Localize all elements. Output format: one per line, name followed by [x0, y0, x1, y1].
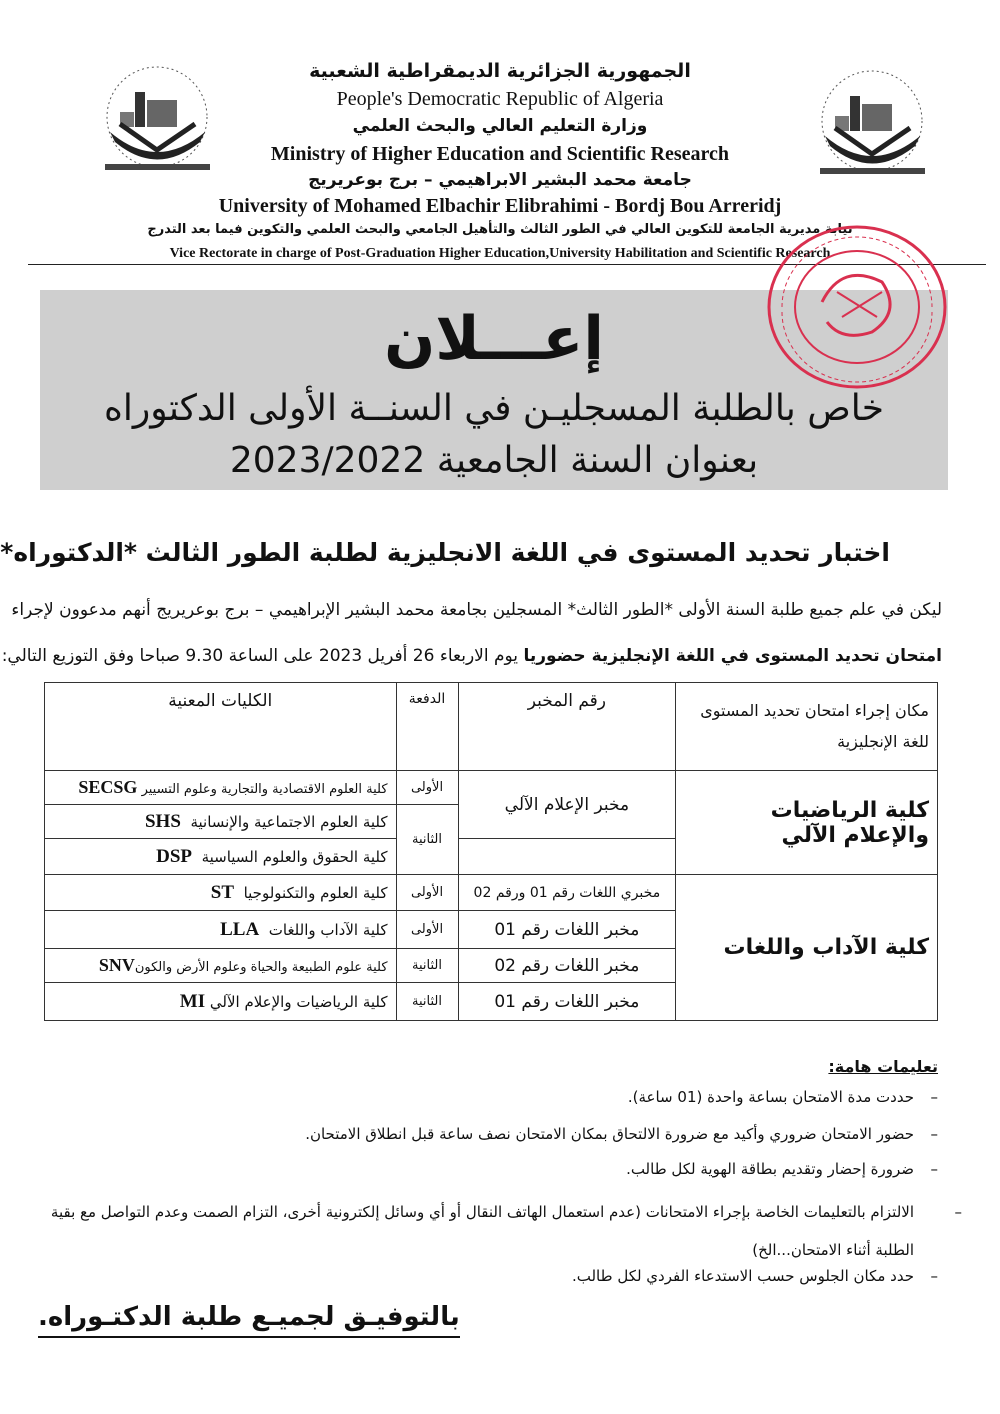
faculty-code: ST	[210, 881, 235, 903]
instruction-item: –حددت مدة الامتحان بساعة واحدة (01 ساعة).	[627, 1088, 938, 1106]
batch-cell: الثانية	[396, 805, 458, 875]
faculty-name: كلية علوم الطبيعة والحياة وعلوم الأرض والكون	[134, 960, 388, 975]
lab-cell: مخبري اللغات رقم 01 ورقم 02	[458, 875, 676, 911]
faculty-cell	[45, 875, 397, 911]
table-row	[45, 771, 938, 805]
instruction-item: –حدد مكان الجلوس حسب الاستدعاء الفردي لكل طالب.	[571, 1267, 938, 1285]
header-lab: رقم المخبر	[458, 683, 676, 771]
faculty-code: SECSG	[78, 777, 138, 797]
announcement-line1: خاص بالطلبة المسجليـن في السنــة الأولى الدكتوراه	[103, 388, 884, 429]
faculty-cell	[45, 839, 397, 875]
header-republic-ar: الجمهورية الجزائرية الديمقراطية الشعبية	[309, 60, 691, 82]
faculty-cell	[45, 911, 397, 949]
lab-cell: مخبر الإعلام الآلي	[458, 771, 676, 839]
instruction-text: حضور الامتحان ضروري وأكيد مع ضرورة الالتحاق بمكان الامتحان نصف ساعة قبل انطلاق الامتحان.	[305, 1125, 914, 1143]
header-vice-rectorate-ar: نيابة مديرية الجامعة للتكوين العالي في الطور الثالث والتأهيل الجامعي والبحث العلمي والتكوين فيما بعد التدرج	[147, 222, 853, 237]
faculty-cell	[45, 771, 397, 805]
instruction-text: حدد مكان الجلوس حسب الاستدعاء الفردي لكل طالب.	[571, 1267, 914, 1285]
faculty-name: كلية الحقوق والعلوم السياسية	[201, 847, 388, 866]
distribution-table	[44, 682, 938, 1021]
lab-cell-empty	[458, 839, 676, 875]
faculty-cell	[45, 949, 397, 983]
faculty-name: كلية العلوم والتكنولوجيا	[243, 883, 388, 902]
instruction-text: حددت مدة الامتحان بساعة واحدة (01 ساعة).	[627, 1088, 914, 1106]
header-university-en: University of Mohamed Elbachir Elibrahimi - Bordj Bou Arreridj	[218, 195, 782, 217]
table-header-row	[45, 683, 938, 771]
place-cell: كلية الآداب واللغات	[676, 875, 938, 1021]
faculty-code: SNV	[98, 955, 135, 975]
instructions-title: تعليمات هامة:	[828, 1057, 938, 1076]
header-place: مكان إجراء امتحان تحديد المستوى للغة الإنجليزية	[676, 683, 938, 771]
lab-cell: مخبر اللغات رقم 01	[458, 983, 676, 1021]
place-cell: كلية الرياضيات والإعلام الآلي	[676, 771, 938, 875]
instruction-item: –الالتزام بالتعليمات الخاصة بإجراء الامتحانات (عدم استعمال الهاتف النقال أو أي وسائل إلكترونية أخرى، التزام الصمت وعدم التواصل مع بقية الطلبة أثناء الامتحان...الخ)	[50, 1203, 962, 1259]
instruction-item: –ضرورة إحضار وتقديم بطاقة الهوية لكل طالب.	[626, 1160, 938, 1178]
faculty-code: MI	[179, 990, 206, 1012]
announcement-title: إعـــلان	[384, 304, 604, 374]
header-vice-rectorate-en: Vice Rectorate in charge of Post-Graduation Higher Education,University Habilitation and Scientific Research	[169, 246, 831, 261]
official-stamp	[762, 222, 952, 392]
faculty-name: كلية العلوم الاقتصادية والتجارية وعلوم التسيير	[141, 782, 388, 797]
exam-subject: اختبار تحديد المستوى في اللغة الانجليزية لطلبة الطور الثالث *الدكتوراه*	[0, 538, 890, 567]
closing-message: بالتوفيـق لجميـع طلبة الدكتـوراه.	[38, 1302, 460, 1338]
header-university-ar: جامعة محمد البشير الابراهيمي – برج بوعريريج	[308, 170, 692, 190]
announcement-line2: بعنوان السنة الجامعية 2023/2022	[229, 440, 759, 481]
header-ministry-en: Ministry of Higher Education and Scientific Research	[270, 143, 730, 165]
batch-cell: الأولى	[396, 771, 458, 805]
faculty-name: كلية الآداب واللغات	[268, 920, 388, 939]
header-batch: الدفعة	[396, 683, 458, 771]
intro-line2-bold: امتحان تحديد المستوى في اللغة الإنجليزية حضوريا	[523, 646, 942, 666]
batch-cell: الثانية	[396, 949, 458, 983]
faculty-cell	[45, 983, 397, 1021]
intro-line2-rest: يوم الاربعاء 26 أفريل 2023 على الساعة 9.30 صباحا وفق التوزيع التالي:	[1, 646, 519, 666]
faculty-code: DSP	[156, 845, 193, 867]
header-ministry-ar: وزارة التعليم العالي والبحث العلمي	[352, 116, 648, 136]
instruction-item: –حضور الامتحان ضروري وأكيد مع ضرورة الالتحاق بمكان الامتحان نصف ساعة قبل انطلاق الامتحان.	[305, 1125, 938, 1143]
faculty-name: كلية العلوم الاجتماعية والإنسانية	[190, 812, 388, 831]
instruction-text: ضرورة إحضار وتقديم بطاقة الهوية لكل طالب.	[626, 1160, 914, 1178]
faculty-cell	[45, 805, 397, 839]
faculty-code: SHS	[144, 810, 181, 832]
instruction-text: الالتزام بالتعليمات الخاصة بإجراء الامتحانات (عدم استعمال الهاتف النقال أو أي وسائل إلكترونية أخرى، التزام الصمت وعدم التواصل مع بقية الطلبة أثناء الامتحان...الخ)	[50, 1203, 914, 1259]
faculty-name: كلية الرياضيات والإعلام الآلي	[209, 992, 388, 1011]
faculty-code: LLA	[220, 918, 260, 940]
batch-cell: الأولى	[396, 875, 458, 911]
lab-cell: مخبر اللغات رقم 01	[458, 911, 676, 949]
lab-cell: مخبر اللغات رقم 02	[458, 949, 676, 983]
batch-cell: الثانية	[396, 983, 458, 1021]
intro-line1: ليكن في علم جميع طلبة السنة الأولى *الطور الثالث* المسجلين بجامعة محمد البشير الإبراهيمي – برج بوعريريج أنهم مدعوون لإجراء	[11, 600, 942, 620]
header-republic-en: People's Democratic Republic of Algeria	[336, 88, 664, 110]
header-faculties: الكليات المعنية	[45, 683, 397, 771]
intro-line2	[2, 646, 942, 666]
batch-cell: الأولى	[396, 911, 458, 949]
table-row	[45, 875, 938, 911]
